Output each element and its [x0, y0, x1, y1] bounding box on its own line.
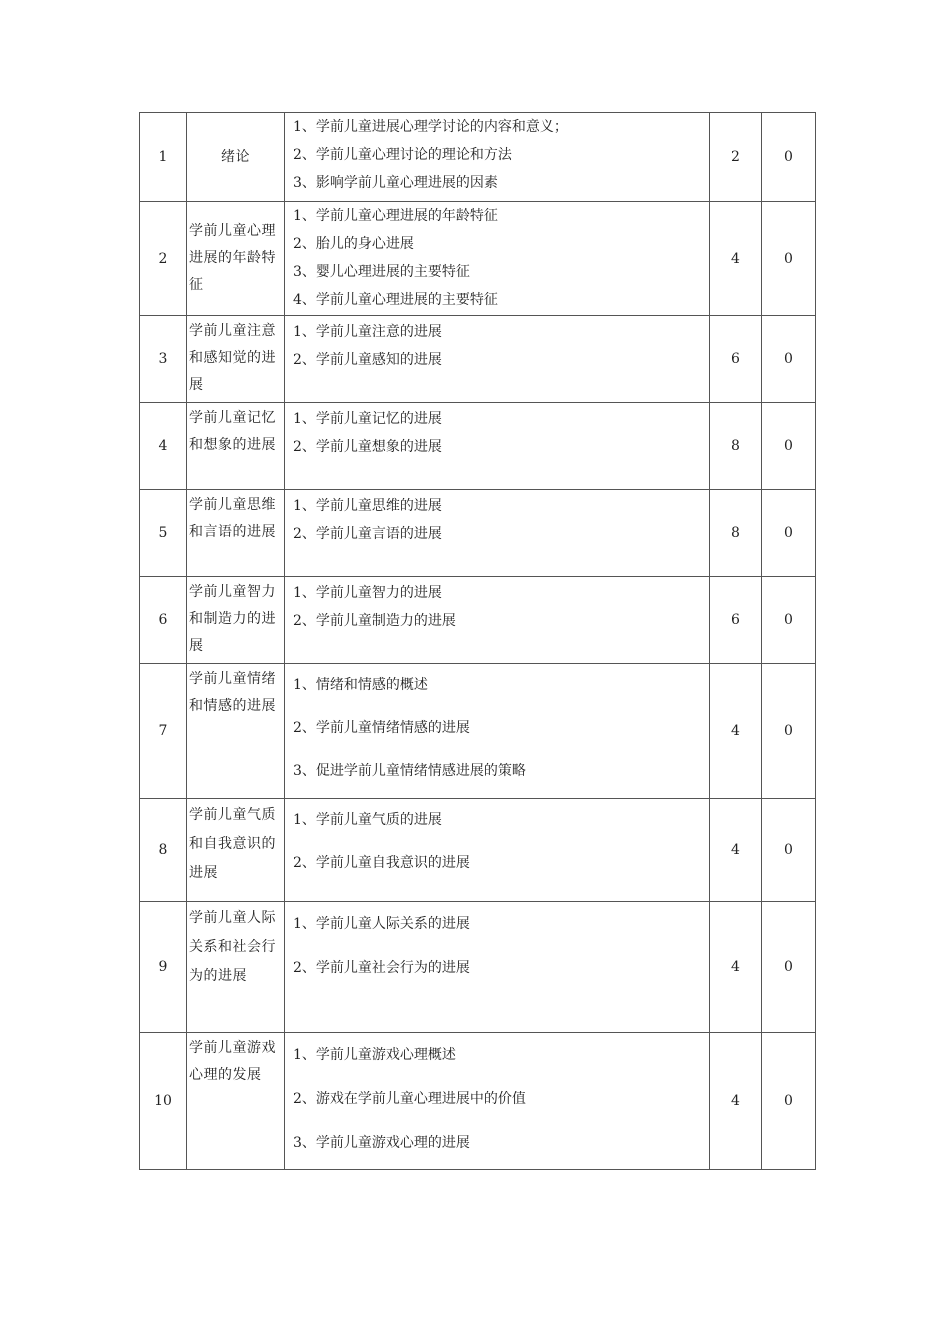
lecture-hours: 6: [710, 577, 762, 664]
topic-item: 1、学前儿童气质的进展: [293, 812, 442, 828]
topic-list: [285, 113, 710, 202]
topic-item: 1、情绪和情感的概述: [293, 677, 428, 693]
practice-hours: 0: [762, 403, 816, 490]
row-number: 9: [140, 902, 187, 1033]
chapter-title: 绪论: [187, 113, 285, 202]
table-row: [140, 799, 816, 902]
table-row: [140, 316, 816, 403]
topic-list: [285, 1033, 710, 1170]
table-row: [140, 577, 816, 664]
topic-list: [285, 799, 710, 902]
topic-item: 3、婴儿心理进展的主要特征: [293, 264, 470, 280]
table-row: [140, 202, 816, 316]
topic-item: 3、影响学前儿童心理进展的因素: [293, 175, 498, 191]
practice-hours: 0: [762, 113, 816, 202]
row-number: 3: [140, 316, 187, 403]
chapter-title: 学前儿童情绪和情感的进展: [187, 664, 285, 799]
topic-item: 2、学前儿童社会行为的进展: [293, 960, 470, 976]
topic-list: [285, 490, 710, 577]
topic-item: 1、学前儿童人际关系的进展: [293, 916, 470, 932]
row-number: 8: [140, 799, 187, 902]
row-number: 5: [140, 490, 187, 577]
practice-hours: 0: [762, 202, 816, 316]
row-number: 1: [140, 113, 187, 202]
topic-item: 2、学前儿童情绪情感的进展: [293, 720, 470, 736]
topic-list: [285, 202, 710, 316]
lecture-hours: 4: [710, 799, 762, 902]
table-row: [140, 902, 816, 1033]
topic-item: 2、学前儿童言语的进展: [293, 526, 442, 542]
chapter-title: 学前儿童气质和自我意识的进展: [187, 799, 285, 902]
chapter-title: 学前儿童思维和言语的进展: [187, 490, 285, 577]
lecture-hours: 4: [710, 1033, 762, 1170]
topic-item: 2、学前儿童感知的进展: [293, 352, 442, 368]
topic-item: 1、学前儿童注意的进展: [293, 324, 442, 340]
row-number: 7: [140, 664, 187, 799]
topic-item: 2、学前儿童自我意识的进展: [293, 855, 470, 871]
chapter-title: 学前儿童人际关系和社会行为的进展: [187, 902, 285, 1033]
topic-item: 2、游戏在学前儿童心理进展中的价值: [293, 1091, 526, 1107]
topic-list: [285, 403, 710, 490]
lecture-hours: 6: [710, 316, 762, 403]
topic-item: 1、学前儿童心理进展的年龄特征: [293, 208, 498, 224]
lecture-hours: 4: [710, 664, 762, 799]
practice-hours: 0: [762, 1033, 816, 1170]
row-number: 4: [140, 403, 187, 490]
topic-item: 2、学前儿童想象的进展: [293, 439, 442, 455]
lecture-hours: 8: [710, 403, 762, 490]
topic-item: 3、促进学前儿童情绪情感进展的策略: [293, 763, 526, 779]
table-row: [140, 113, 816, 202]
lecture-hours: 4: [710, 902, 762, 1033]
topic-item: 2、学前儿童制造力的进展: [293, 613, 456, 629]
topic-item: 1、学前儿童记忆的进展: [293, 411, 442, 427]
chapter-title: 学前儿童注意和感知觉的进展: [187, 316, 285, 403]
row-number: 10: [140, 1033, 187, 1170]
practice-hours: 0: [762, 902, 816, 1033]
lecture-hours: 2: [710, 113, 762, 202]
topic-item: 2、学前儿童心理讨论的理论和方法: [293, 147, 512, 163]
chapter-title: 学前儿童智力和制造力的进展: [187, 577, 285, 664]
practice-hours: 0: [762, 577, 816, 664]
topic-list: [285, 577, 710, 664]
table-row: [140, 1033, 816, 1170]
practice-hours: 0: [762, 664, 816, 799]
row-number: 2: [140, 202, 187, 316]
chapter-title: 学前儿童心理进展的年龄特征: [187, 202, 285, 316]
table-row: [140, 664, 816, 799]
table-row: [140, 490, 816, 577]
practice-hours: 0: [762, 799, 816, 902]
topic-item: 3、学前儿童游戏心理的进展: [293, 1135, 470, 1151]
practice-hours: 0: [762, 490, 816, 577]
chapter-title: 学前儿童游戏心理的发展: [187, 1033, 285, 1170]
topic-list: [285, 316, 710, 403]
topic-list: [285, 664, 710, 799]
topic-list: [285, 902, 710, 1033]
row-number: 6: [140, 577, 187, 664]
topic-item: 1、学前儿童游戏心理概述: [293, 1047, 456, 1063]
topic-item: 1、学前儿童智力的进展: [293, 585, 442, 601]
topic-item: 4、学前儿童心理进展的主要特征: [293, 292, 498, 308]
table-row: [140, 403, 816, 490]
lecture-hours: 8: [710, 490, 762, 577]
topic-item: 1、学前儿童进展心理学讨论的内容和意义；: [293, 119, 568, 135]
course-schedule-table: [139, 112, 816, 1170]
topic-item: 2、胎儿的身心进展: [293, 236, 414, 252]
practice-hours: 0: [762, 316, 816, 403]
chapter-title: 学前儿童记忆和想象的进展: [187, 403, 285, 490]
topic-item: 1、学前儿童思维的进展: [293, 498, 442, 514]
lecture-hours: 4: [710, 202, 762, 316]
